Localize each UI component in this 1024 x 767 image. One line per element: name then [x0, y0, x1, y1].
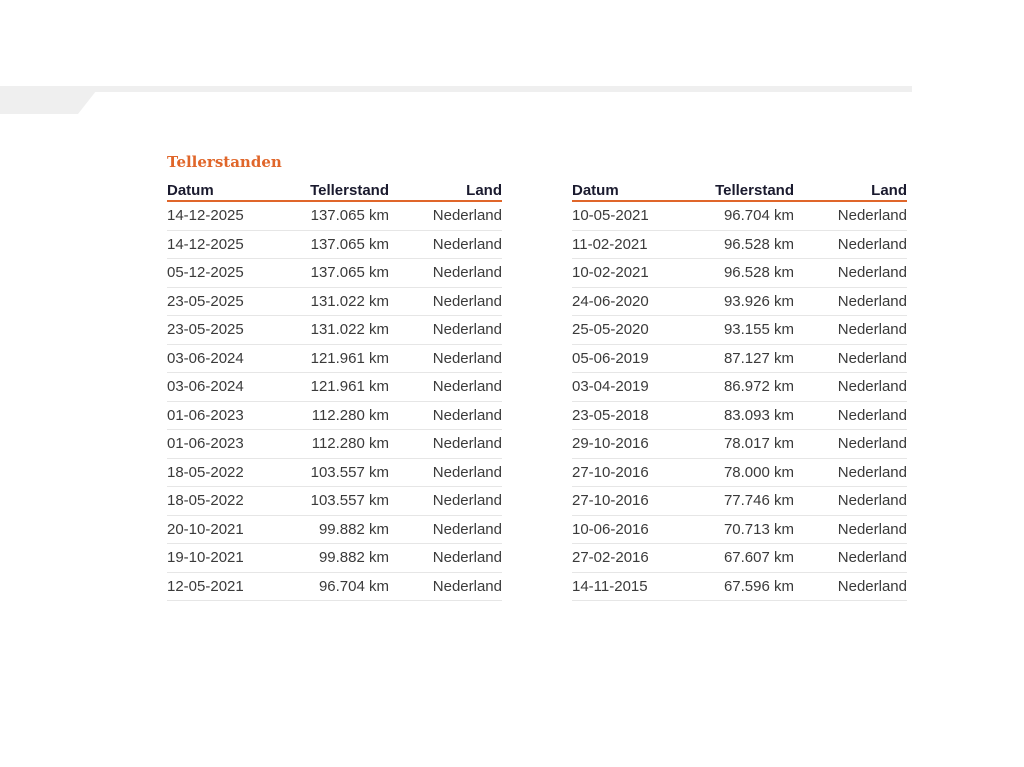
top-tab-shape: [0, 86, 100, 114]
table-row: [572, 401, 907, 430]
odometer-table-left: [167, 177, 502, 601]
table-row: [167, 344, 502, 373]
section-title: Tellerstanden: [167, 153, 282, 171]
table-row: [167, 515, 502, 544]
cell-odometer: 96.528 km: [684, 259, 794, 288]
cell-odometer: 83.093 km: [684, 401, 794, 430]
table-row: [572, 230, 907, 259]
table-row: [572, 287, 907, 316]
cell-date: 14-11-2015: [572, 572, 684, 601]
cell-odometer: 103.557 km: [279, 458, 389, 487]
cell-country: Nederland: [794, 316, 907, 345]
cell-odometer: 87.127 km: [684, 344, 794, 373]
cell-country: Nederland: [389, 230, 502, 259]
cell-odometer: 99.882 km: [279, 544, 389, 573]
cell-country: Nederland: [794, 373, 907, 402]
cell-odometer: 96.704 km: [684, 201, 794, 230]
table-row: [572, 487, 907, 516]
cell-odometer: 99.882 km: [279, 515, 389, 544]
cell-country: Nederland: [389, 287, 502, 316]
column-header-odometer: Tellerstand: [684, 177, 794, 201]
cell-date: 18-05-2022: [167, 487, 279, 516]
cell-odometer: 78.017 km: [684, 430, 794, 459]
cell-odometer: 70.713 km: [684, 515, 794, 544]
cell-date: 20-10-2021: [167, 515, 279, 544]
cell-country: Nederland: [389, 572, 502, 601]
odometer-table-right: [572, 177, 907, 601]
top-divider-band: [0, 86, 912, 92]
cell-country: Nederland: [794, 515, 907, 544]
cell-country: Nederland: [389, 373, 502, 402]
table-row: [572, 572, 907, 601]
odometer-table-right-body: [572, 201, 907, 601]
cell-country: Nederland: [794, 201, 907, 230]
table-row: [167, 430, 502, 459]
cell-country: Nederland: [794, 230, 907, 259]
table-row: [167, 259, 502, 288]
cell-date: 01-06-2023: [167, 401, 279, 430]
table-row: [572, 201, 907, 230]
cell-odometer: 96.704 km: [279, 572, 389, 601]
cell-country: Nederland: [794, 572, 907, 601]
cell-country: Nederland: [389, 487, 502, 516]
cell-date: 05-12-2025: [167, 259, 279, 288]
cell-country: Nederland: [389, 515, 502, 544]
table-row: [572, 544, 907, 573]
cell-country: Nederland: [794, 430, 907, 459]
cell-country: Nederland: [389, 316, 502, 345]
table-row: [572, 515, 907, 544]
column-header-odometer: Tellerstand: [279, 177, 389, 201]
cell-odometer: 137.065 km: [279, 230, 389, 259]
table-row: [167, 487, 502, 516]
cell-date: 24-06-2020: [572, 287, 684, 316]
cell-date: 12-05-2021: [167, 572, 279, 601]
table-row: [572, 344, 907, 373]
table-row: [572, 373, 907, 402]
cell-date: 23-05-2018: [572, 401, 684, 430]
cell-odometer: 78.000 km: [684, 458, 794, 487]
cell-country: Nederland: [794, 544, 907, 573]
table-row: [167, 201, 502, 230]
table-header-row: [167, 177, 502, 201]
cell-odometer: 103.557 km: [279, 487, 389, 516]
cell-date: 10-06-2016: [572, 515, 684, 544]
cell-country: Nederland: [389, 544, 502, 573]
cell-odometer: 112.280 km: [279, 430, 389, 459]
cell-date: 05-06-2019: [572, 344, 684, 373]
cell-odometer: 112.280 km: [279, 401, 389, 430]
table-row: [167, 373, 502, 402]
cell-country: Nederland: [389, 458, 502, 487]
cell-odometer: 137.065 km: [279, 201, 389, 230]
cell-date: 18-05-2022: [167, 458, 279, 487]
cell-date: 03-06-2024: [167, 373, 279, 402]
cell-date: 23-05-2025: [167, 316, 279, 345]
cell-odometer: 93.155 km: [684, 316, 794, 345]
cell-date: 03-04-2019: [572, 373, 684, 402]
cell-date: 14-12-2025: [167, 201, 279, 230]
cell-date: 27-10-2016: [572, 458, 684, 487]
table-row: [167, 572, 502, 601]
cell-date: 14-12-2025: [167, 230, 279, 259]
cell-date: 23-05-2025: [167, 287, 279, 316]
odometer-table-left-body: [167, 201, 502, 601]
table-row: [572, 458, 907, 487]
cell-country: Nederland: [794, 344, 907, 373]
cell-odometer: 137.065 km: [279, 259, 389, 288]
cell-date: 10-02-2021: [572, 259, 684, 288]
cell-country: Nederland: [794, 287, 907, 316]
table-row: [167, 544, 502, 573]
cell-date: 27-02-2016: [572, 544, 684, 573]
column-header-date: Datum: [167, 177, 279, 201]
cell-odometer: 96.528 km: [684, 230, 794, 259]
table-row: [167, 401, 502, 430]
table-header-row: [572, 177, 907, 201]
cell-country: Nederland: [389, 401, 502, 430]
cell-date: 03-06-2024: [167, 344, 279, 373]
cell-odometer: 77.746 km: [684, 487, 794, 516]
cell-country: Nederland: [389, 344, 502, 373]
cell-country: Nederland: [794, 259, 907, 288]
cell-odometer: 67.596 km: [684, 572, 794, 601]
cell-date: 11-02-2021: [572, 230, 684, 259]
cell-country: Nederland: [794, 401, 907, 430]
cell-date: 10-05-2021: [572, 201, 684, 230]
cell-date: 29-10-2016: [572, 430, 684, 459]
column-header-country: Land: [794, 177, 907, 201]
cell-country: Nederland: [794, 458, 907, 487]
table-row: [167, 230, 502, 259]
cell-country: Nederland: [389, 201, 502, 230]
table-row: [572, 259, 907, 288]
cell-date: 27-10-2016: [572, 487, 684, 516]
table-row: [167, 458, 502, 487]
cell-country: Nederland: [389, 430, 502, 459]
cell-odometer: 131.022 km: [279, 316, 389, 345]
cell-odometer: 131.022 km: [279, 287, 389, 316]
table-row: [167, 316, 502, 345]
table-row: [167, 287, 502, 316]
table-row: [572, 316, 907, 345]
cell-date: 01-06-2023: [167, 430, 279, 459]
column-header-country: Land: [389, 177, 502, 201]
cell-country: Nederland: [794, 487, 907, 516]
cell-date: 19-10-2021: [167, 544, 279, 573]
cell-odometer: 121.961 km: [279, 344, 389, 373]
cell-date: 25-05-2020: [572, 316, 684, 345]
cell-odometer: 86.972 km: [684, 373, 794, 402]
cell-country: Nederland: [389, 259, 502, 288]
column-header-date: Datum: [572, 177, 684, 201]
cell-odometer: 93.926 km: [684, 287, 794, 316]
cell-odometer: 67.607 km: [684, 544, 794, 573]
cell-odometer: 121.961 km: [279, 373, 389, 402]
table-row: [572, 430, 907, 459]
